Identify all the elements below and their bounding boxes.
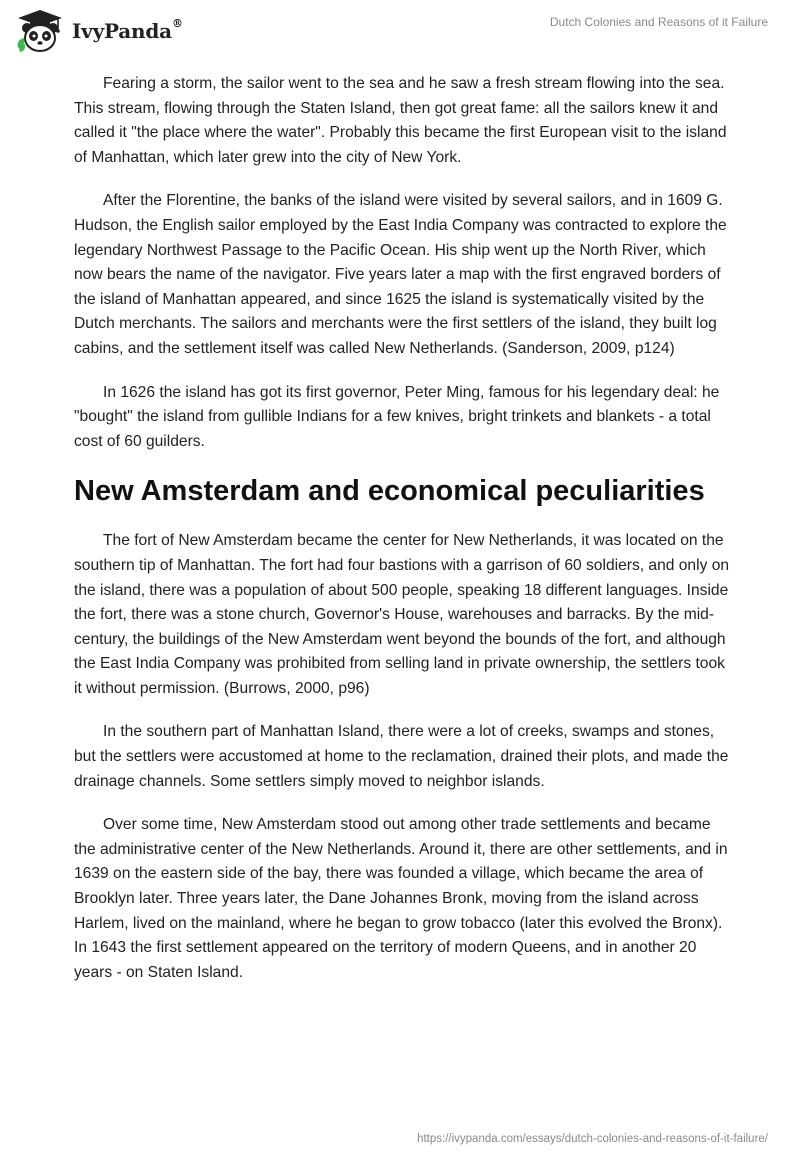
panda-graduate-icon [14, 8, 66, 54]
section-heading: New Amsterdam and economical peculiarities [74, 475, 705, 508]
essay-content [74, 72, 734, 1004]
source-url[interactable]: https://ivypanda.com/essays/dutch-colonies-and-reasons-of-it-failure/ [417, 1133, 768, 1145]
brand-name: IvyPanda® [72, 17, 183, 43]
paragraph: Over some time, New Amsterdam stood out among other trade settlements and became the administrative center of the New Netherlands. Around it, there are other settlements, and in 1639 on the eastern side of the bay, there was founded a village, which became the area of Brooklyn later. Three years later, the Dane Johannes Bronk, moving from the island across Harlem, lived on the mainland, where he began to grow tobacco (later this evolved the Bronx). In 1643 the first settlement appeared on the territory of modern Queens, and in another 20 years - on Staten Island. [74, 816, 728, 981]
registered-mark: ® [171, 17, 183, 30]
paragraph: In the southern part of Manhattan Island, there were a lot of creeks, swamps and stones, but the settlers were accustomed at home to the reclamation, drained their plots, and made the drainage channels. Some settlers simply moved to neighbor islands. [74, 723, 729, 790]
paragraph: In 1626 the island has got its first governor, Peter Ming, famous for his legendary deal: he "bought" the island from gullible Indians for a few knives, bright trinkets and blankets - a total cost of 60 guilders. [74, 383, 720, 450]
brand-logo[interactable] [14, 8, 183, 54]
document-title: Dutch Colonies and Reasons of it Failure [549, 15, 768, 29]
paragraph: Fearing a storm, the sailor went to the sea and he saw a fresh stream flowing into the sea. This stream, flowing through the Staten Island, then got great fame: all the sailors knew it and called it "the place where the water". Probably this became the first European visit to the island of Manhattan, which later grew into the city of New York. [74, 75, 727, 166]
paragraph: After the Florentine, the banks of the island were visited by several sailors, and in 1609 G. Hudson, the English sailor employed by the East India Company was contracted to explore the legendary Northwest Passage to the Pacific Ocean. His ship went up the North River, which now bears the name of the navigator. Five years later a map with the first engraved borders of the island of Manhattan appeared, and since 1625 the island is systematically visited by the Dutch merchants. The sailors and merchants were the first settlers of the island, they built log cabins, and the settlement itself was called New Netherlands. (Sanderson, 2009, p124) [74, 192, 727, 357]
paragraph: The fort of New Amsterdam became the center for New Netherlands, it was located on the southern tip of Manhattan. The fort had four bastions with a garrison of 60 soldiers, and only on the island, there was a population of about 500 people, speaking 18 different languages. Inside the fort, there was a stone church, Governor's House, warehouses and barracks. By the mid-century, the buildings of the New Amsterdam went beyond the bounds of the fort, and although the East India Company was prohibited from selling land in private ownership, the settlers took it without permission. (Burrows, 2000, p96) [74, 532, 730, 697]
page-header [0, 0, 800, 62]
